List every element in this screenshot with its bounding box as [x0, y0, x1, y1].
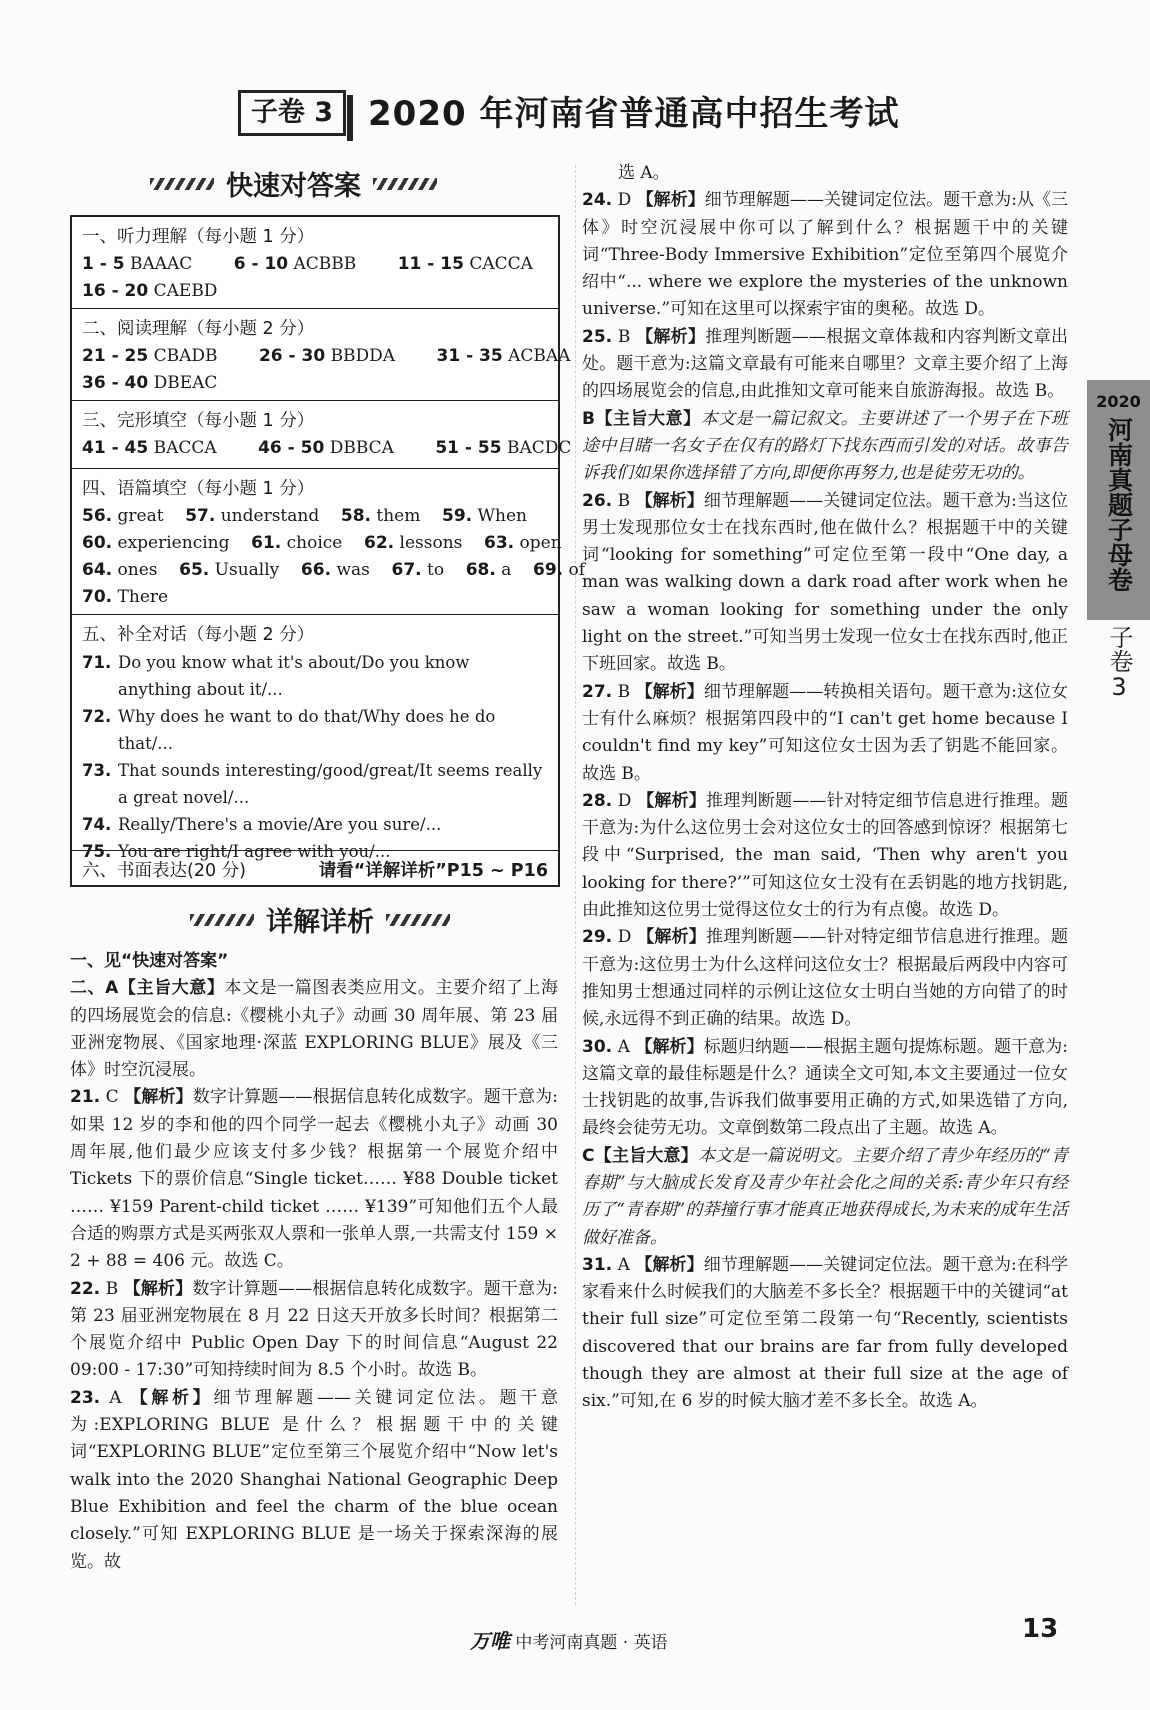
footer [470, 1625, 668, 1654]
dialogue-answer: 71. Do you know what it's about/Do you know anything about it/... [82, 653, 470, 699]
page-number: 13 [1022, 1614, 1059, 1644]
right-column-text [582, 160, 1068, 1416]
answer-section-reading [72, 309, 571, 401]
question-23: 23. A 【解析】细节理解题——关键词定位法。题干意为:EXPLORING BLUE 是什么？根据题干中的关键词“EXPLORING BLUE”定位至第三个展览介绍中“Now let's walk into the 2020 Shanghai National Geographic Deep Blue Exhibition and feel the charm of the blue ocean closely.”可知 EXPLORING BLUE 是一场关于探索深海的展览。故 [70, 1387, 559, 1572]
answer-section-dialogue [72, 615, 558, 861]
quick-answer-heading [150, 164, 437, 203]
section-title: 一、听力理解（每小题 1 分） [82, 227, 315, 247]
column-divider [575, 165, 576, 1605]
question-31: 31. A 【解析】细节理解题——关键词定位法。题干意为:在科学家看来什么时候我们的大脑差不多长全？根据题干中的关键词“at their full size”可定位至第二段第一句“Recently, scientists discovered that our brains are far from fully developed though they are almost at their full size at the age of six.”可知,在 6 岁的时候大脑才差不多长全。故选 A。 [582, 1254, 1069, 1412]
section-title: 四、语篇填空（每小题 1 分） [82, 479, 315, 499]
hatch-decoration [190, 914, 254, 926]
passage-a-summary: 二、A【主旨大意】本文是一篇图表类应用文。主要介绍了上海的四场展览会的信息:《樱桃小丸子》动画 30 周年展、第 23 届亚洲宠物展、《国家地理·深蓝 EXPLORING BLUE》展及《三体》时空沉浸展。 [70, 978, 558, 1081]
answer-reference: 一、见“快速对答案” [70, 951, 229, 971]
side-tab-sub: 子卷 3 [1105, 625, 1133, 701]
dialogue-answer: 75. You are right/I agree with you/... [82, 842, 391, 861]
question-27: 27. B 【解析】细节理解题——转换相关语句。题干意为:这位女士有什么麻烦？根据第四段中的“I can't get home because I couldn't find my key”可知这位女士因为丢了钥匙不能回家。故选 B。 [582, 681, 1069, 784]
section-title: 二、阅读理解（每小题 2 分） [82, 319, 315, 339]
answer-row: 56. great 57. understand 58. them 59. When [82, 506, 527, 526]
question-28: 28. D 【解析】推理判断题——针对特定细节信息进行推理。题干意为:为什么这位男士会对这位女士的回答感到惊讶？根据第七段中“Surprised, the man said, ‘Then why aren't you looking for there?’”可知这位女士没有在丢钥匙的地方找钥匙,由此推知这位男士觉得这位女士的行为有点傻。故选 D。 [582, 790, 1069, 921]
side-tab-title: 河南真题子母卷 [1104, 417, 1134, 592]
section-title: 三、完形填空（每小题 1 分） [82, 411, 315, 431]
quick-answer-title: 快速对答案 [226, 171, 361, 202]
answer-row: 64. ones 65. Usually 66. was 67. to 68. a 69. of [82, 560, 586, 580]
question-26: 26. B 【解析】细节理解题——关键词定位法。题干意为:当这位男士发现那位女士在找东西时,他在做什么？根据题干中的关键词“looking for something”可定位至第一段中“One day, a man was walking down a dark road after work when he saw a woman looking for something under the only light on the street.”可知当男士发现一位女士在找东西时,他正下班回家。故选 B。 [582, 490, 1069, 675]
answer-row: 16 - 20 CAEBD [82, 281, 218, 301]
paper-badge: 子卷 3 [238, 90, 346, 136]
question-21: 21. C 【解析】数字计算题——根据信息转化成数字。题干意为:如果 12 岁的李和他的四个同学一起去《樱桃小丸子》动画 30 周年展,他们最少应该支付多少钱？根据第一个展览介绍中 Tickets 下的票价信息“Single ticket…… ¥88 Double ticket …… ¥159 Parent-child ticket …… ¥139”可知他们五个人最合适的购票方式是买两张双人票和一张单人票,一共需支付 159 × 2 + 88 = 406 元。故选 C。 [70, 1087, 558, 1272]
continued-text: 选 A。 [618, 163, 670, 183]
footer-text: 中考河南真题 · 英语 [515, 1633, 668, 1653]
side-tab-year: 2020 [1096, 392, 1141, 411]
answer-row: 41 - 45 BACCA 46 - 50 DBBCA 51 - 55 BACDC [82, 438, 572, 458]
passage-b-summary: B【主旨大意】本文是一篇记叙文。主要讲述了一个男子在下班途中目睹一名女子在仅有的路灯下找东西而引发的对话。故事告诉我们如果你选择错了方向,即便你再努力,也是徒劳无功的。 [582, 408, 1069, 484]
writing-note: 请看“详解详析”P15 ~ P16 [318, 861, 548, 881]
page-title: 2020 年河南省普通高中招生考试 [368, 94, 900, 134]
answer-row: 36 - 40 DBEAC [82, 373, 218, 393]
question-25: 25. B 【解析】推理判断题——根据文章体裁和内容判断文章出处。题干意为:这篇文章最有可能来自哪里？文章主要介绍了上海的四场展览会的信息,由此推知文章可能来自旅游海报。故选 B。 [582, 326, 1069, 402]
answer-row: 60. experiencing 61. choice 62. lessons 63. open [82, 533, 562, 553]
dialogue-answer: 73. That sounds interesting/good/great/It seems really a great novel/... [82, 761, 543, 807]
answer-row: 70. There [82, 587, 169, 607]
hatch-decoration [386, 914, 450, 926]
dialogue-answer: 74. Really/There's a movie/Are you sure/... [82, 815, 442, 834]
hatch-decoration [373, 178, 437, 190]
detail-heading [190, 900, 450, 939]
hatch-decoration [150, 178, 214, 190]
left-column-text [70, 948, 558, 1576]
side-tab [1087, 380, 1150, 620]
section-title: 五、补全对话（每小题 2 分） [82, 625, 315, 645]
question-24: 24. D 【解析】细节理解题——关键词定位法。题干意为:从《三体》时空沉浸展中你可以了解到什么？根据题干中的关键词“Three-Body Immersive Exhibition”定位至第四个展览介绍中“... where we explore the mysteries of the unknown universe.”可知在这里可以探索宇宙的奥秘。故选 D。 [582, 190, 1069, 320]
answer-row: 21 - 25 CBADB 26 - 30 BBDDA 31 - 35 ACBAA [82, 346, 571, 366]
answer-key-box [70, 215, 586, 887]
dialogue-answer: 72. Why does he want to do that/Why does he do that/... [82, 707, 496, 753]
answer-section-passage-fill [72, 469, 586, 615]
question-29: 29. D 【解析】推理判断题——针对特定细节信息进行推理。题干意为:这位男士为什么这样问这位女士？根据最后两段中内容可推知男士想通过同样的示例让这位女士明白当她的方向错了的时候,永远得不到正确的结果。故选 D。 [582, 927, 1069, 1030]
answer-row: 1 - 5 BAAAC 6 - 10 ACBBB 11 - 15 CACCA [82, 254, 533, 274]
answer-section-listening [72, 217, 558, 309]
brand-logo: 万唯 [470, 1629, 510, 1653]
section-title: 六、书面表达(20 分) [82, 861, 246, 881]
question-22: 22. B 【解析】数字计算题——根据信息转化成数字。题干意为:第 23 届亚洲宠物展在 8 月 22 日这天开放多长时间？根据第二个展览介绍中 Public Open Day 下的时间信息“August 22 09:00 - 17:30”可知持续时间为 8.5 个小时。故选 B。 [70, 1278, 559, 1381]
question-30: 30. A 【解析】标题归纳题——根据主题句提炼标题。题干意为:这篇文章的最佳标题是什么？通读全文可知,本文主要通过一位女士找钥匙的故事,告诉我们做事要用正确的方式,如果选错了方向,最终会徒劳无功。文章倒数第二段点出了主题。故选 A。 [582, 1036, 1069, 1139]
answer-section-cloze [72, 401, 572, 469]
passage-c-summary: C【主旨大意】本文是一篇说明文。主要介绍了青少年经历的“青春期”与大脑成长发育及青少年社会化之间的关系:青少年只有经历了“青春期”的莽撞行事才能真正地获得成长,为未来的成年生活做好准备。 [582, 1145, 1068, 1248]
page-header [238, 84, 918, 144]
detail-title: 详解详析 [266, 907, 374, 938]
